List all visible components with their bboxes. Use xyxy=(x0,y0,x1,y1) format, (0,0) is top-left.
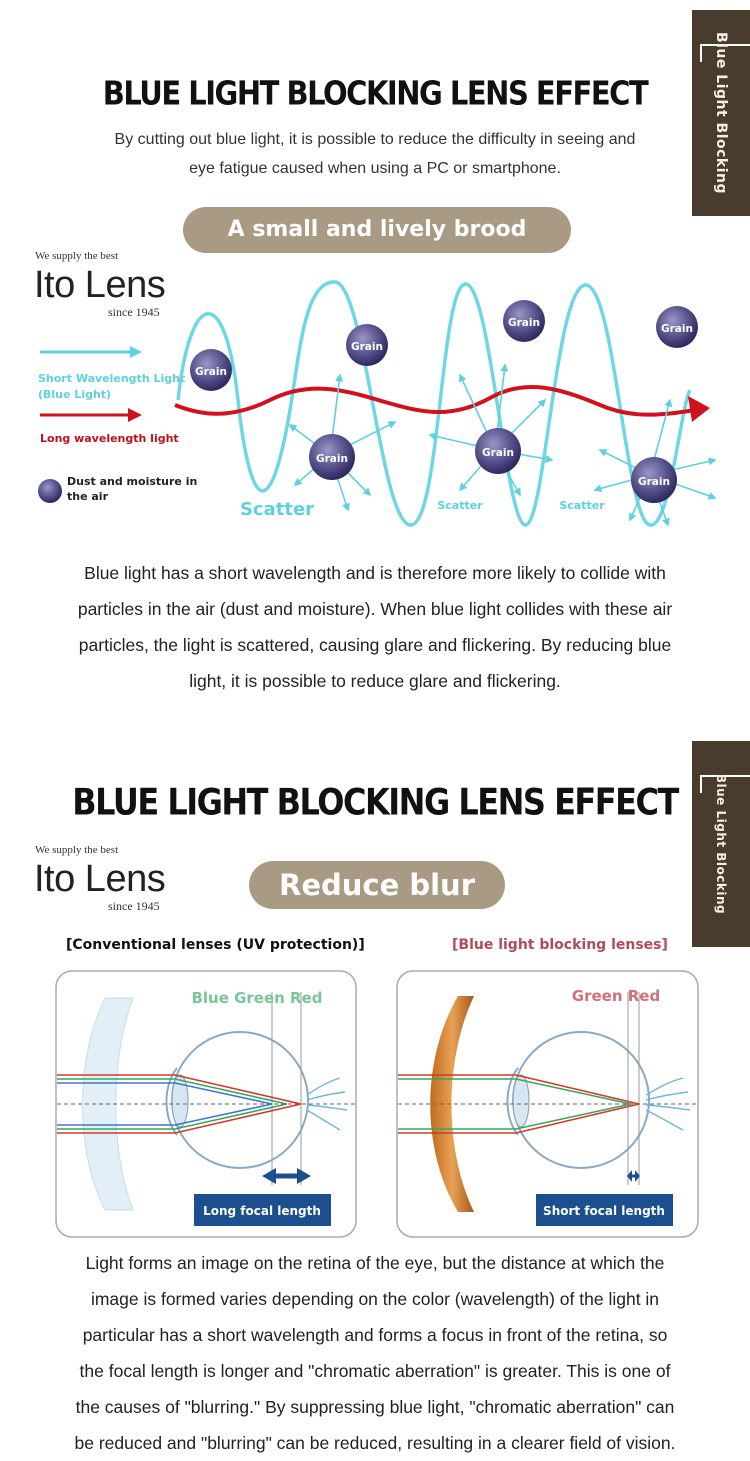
logo-since: since 1945 xyxy=(108,899,160,913)
section1-paragraph xyxy=(40,555,710,699)
section1-pill: A small and lively brood xyxy=(183,207,571,253)
side-tab-2 xyxy=(692,741,750,947)
left-colors-label: Blue Green Red xyxy=(191,989,323,1007)
paragraph-line: particles in the air (dust and moisture). When blue light collides with these air xyxy=(77,599,673,619)
red-wave-arrowhead xyxy=(688,396,710,422)
logo-tagline: We supply the best xyxy=(35,844,119,856)
side-tab-label: Blue Light Blocking xyxy=(713,31,729,195)
legend-red-arrowhead xyxy=(128,408,142,422)
left-eye-diagram xyxy=(55,970,357,1240)
scatter-label: Scatter xyxy=(559,499,605,512)
paragraph-line: the focal length is longer and "chromatic aberration" is greater. This is one of xyxy=(79,1361,671,1381)
paragraph-line: Blue light has a short wavelength and is therefore more likely to collide with xyxy=(84,563,666,583)
legend-short-wavelength-2: (Blue Light) xyxy=(38,388,112,401)
left-focal-label: Long focal length xyxy=(203,1204,321,1218)
scatter-label: Scatter xyxy=(437,499,483,512)
paragraph-line: be reduced and "blurring" can be reduced, resulting in a clearer field of vision. xyxy=(74,1433,676,1453)
logo-name: Ito Lens xyxy=(34,858,166,900)
left-panel-title: [Conventional lenses (UV protection)] xyxy=(66,937,365,953)
scatter-diagram xyxy=(0,270,750,540)
particle-label: Grain xyxy=(638,476,670,488)
legend-dust-1: Dust and moisture in xyxy=(67,475,198,488)
section1-heading: BLUE LIGHT BLOCKING LENS EFFECT xyxy=(102,73,648,113)
blue-light-wave xyxy=(178,282,690,525)
right-colors-label: Green Red xyxy=(571,987,661,1005)
paragraph-line: the causes of "blurring." By suppressing blue light, "chromatic aberration" can xyxy=(75,1397,675,1417)
particle-label: Grain xyxy=(351,341,383,353)
paragraph-line: particular has a short wavelength and forms a focus in front of the retina, so xyxy=(82,1325,668,1345)
particle-label: Grain xyxy=(508,317,540,329)
right-panel-title: [Blue light blocking lenses] xyxy=(452,937,668,953)
side-tab-label: Blue Light Blocking xyxy=(714,773,728,915)
section1-subtitle-line-1: By cutting out blue light, it is possible to reduce the difficulty in seeing and xyxy=(114,131,636,148)
paragraph-line: Light forms an image on the retina of the eye, but the distance at which the xyxy=(85,1253,665,1273)
particle-label: Grain xyxy=(661,323,693,335)
section2-heading: BLUE LIGHT BLOCKING LENS EFFECT xyxy=(72,780,678,824)
right-focal-label: Short focal length xyxy=(543,1204,665,1218)
eye-lens xyxy=(513,1075,529,1127)
side-tab-1 xyxy=(692,10,750,216)
paragraph-line: light, it is possible to reduce glare and flickering. xyxy=(189,671,561,691)
particle-label: Grain xyxy=(316,453,348,465)
particle-label: Grain xyxy=(195,366,227,378)
legend-short-wavelength-1: Short Wavelength Light xyxy=(38,372,186,385)
legend-blue-arrowhead xyxy=(130,346,142,358)
section1-subtitle-line-2: eye fatigue caused when using a PC or smartphone. xyxy=(189,160,561,177)
logo-since: since 1945 xyxy=(108,305,160,319)
section2-paragraph xyxy=(20,1245,730,1461)
paragraph-line: image is formed varies depending on the color (wavelength) of the light in xyxy=(90,1289,660,1309)
logo-tagline: We supply the best xyxy=(35,250,119,262)
logo-name: Ito Lens xyxy=(34,264,166,306)
paragraph-line: particles, the light is scattered, causing glare and flickering. By reducing blue xyxy=(78,635,672,655)
tab-accent-line xyxy=(700,44,702,62)
right-eye-diagram xyxy=(396,970,700,1240)
legend-particle xyxy=(38,479,62,503)
legend-dust-2: the air xyxy=(67,490,108,503)
particle-label: Grain xyxy=(482,447,514,459)
legend-long-wavelength: Long wavelength light xyxy=(40,432,179,445)
section2-pill: Reduce blur xyxy=(249,861,505,909)
scatter-label-large: Scatter xyxy=(239,499,315,520)
